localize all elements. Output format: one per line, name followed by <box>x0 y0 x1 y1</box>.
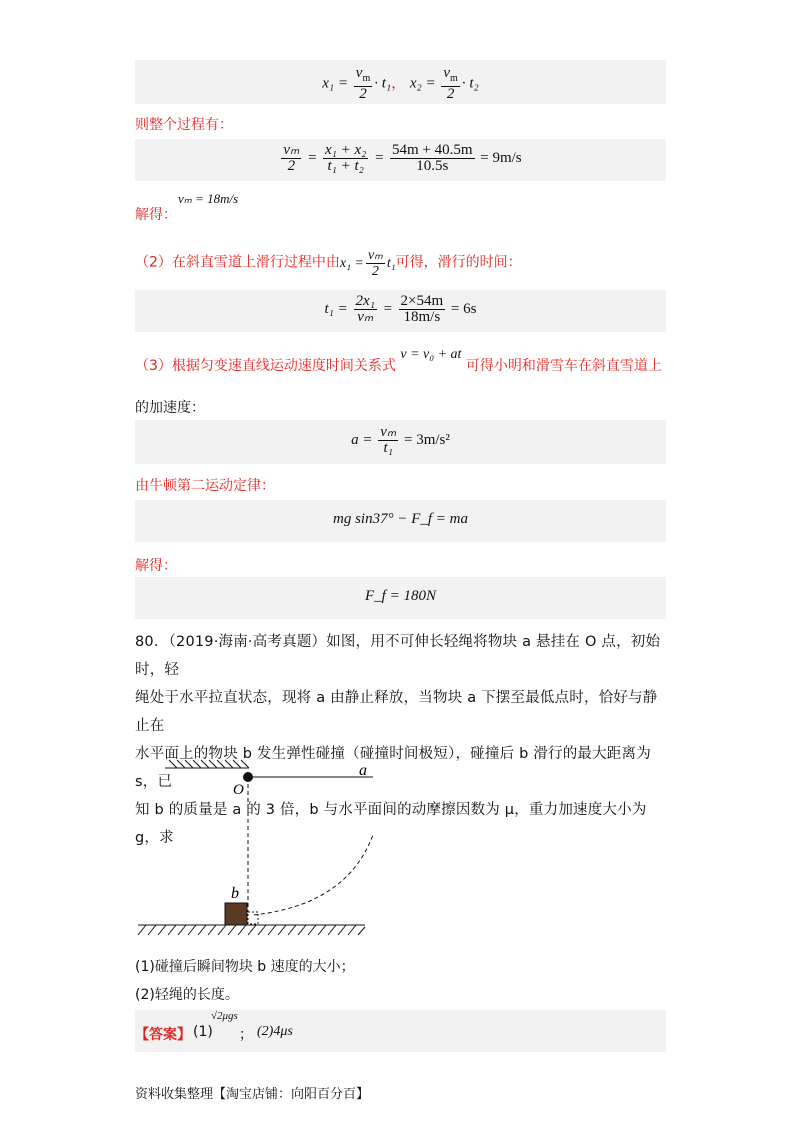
answer-part1: (1) <box>193 1024 213 1040</box>
part3-prefix: （3）根据匀变速直线运动速度时间关系式 <box>135 358 396 374</box>
eq1-frac-a: $\frac{v_m}{2}$ <box>355 65 371 102</box>
eq3-lhs: t₁ = <box>324 300 348 317</box>
eq2-lhs-num: vₘ <box>283 142 300 158</box>
sub-question-2: (2)轻绳的长度。 <box>135 987 239 1003</box>
part2-formula-lhs: x₁ = <box>339 255 364 271</box>
part2-frac-den: 2 <box>371 264 379 279</box>
equation-box-5 <box>135 500 666 542</box>
eq3-f2-den: 18m/s <box>403 309 441 325</box>
part2-line <box>135 248 522 279</box>
equation-acceleration <box>135 425 666 456</box>
equation-box-3 <box>135 290 666 332</box>
pendulum-figure <box>133 757 373 937</box>
ceiling-hatch <box>165 760 249 768</box>
answer-tag: 【答案】 <box>135 1027 191 1043</box>
eq3-frac-1 <box>354 294 377 325</box>
eq2-num-num: 54m + 40.5m <box>391 142 473 158</box>
eq4-lhs: a = <box>351 431 373 448</box>
part3-line2: 的加速度： <box>135 400 205 416</box>
eq2-num-den: 10.5s <box>416 158 449 174</box>
block-a-dashed <box>248 912 258 924</box>
eq2-frac-lhs <box>281 143 301 174</box>
eq3-result: = 6s <box>450 300 477 317</box>
part2-formula-tail: t₁ <box>386 255 396 271</box>
pivot-point <box>243 772 253 782</box>
label-b: b <box>231 885 239 902</box>
eq3-f1-den: vₘ <box>357 309 374 325</box>
newton-label: 由牛顿第二运动定律： <box>135 478 275 494</box>
eq1-t2: · t₂ <box>461 75 479 92</box>
eq4-den: t₁ <box>383 440 393 456</box>
equation-box-1 <box>135 60 666 104</box>
solve1-label: 解得： <box>135 207 177 223</box>
equation-friction: F_f = 180N <box>365 588 436 604</box>
question-text-1: （2019·海南·高考真题）如图，用不可伸长轻绳将物块 a 悬挂在 O 点，初始时，轻 <box>135 634 661 678</box>
solve1-equation: vₘ = 18m/s <box>178 191 239 206</box>
question-line-1 <box>135 628 670 684</box>
eq2-frac-num <box>390 143 475 174</box>
eq1-frac-b: $\frac{v_m}{2}$ <box>443 65 458 102</box>
eq1-x2: x₂ = <box>409 75 440 92</box>
answer-sqrt: √2μgs <box>211 1010 238 1022</box>
swing-arc <box>253 781 373 915</box>
part3-suffix: 可得小明和滑雪车在斜直雪道上 <box>465 358 662 374</box>
eq1-x1: x₁ = <box>322 75 352 92</box>
equation-newton: mg sin37° − F_f = ma <box>333 511 468 527</box>
equation-average-speed: $\frac{\text{vₘ}}{2}$ = $\frac{\text{x₁ + x₂}}{\text{t₁ + t₂}}$ = $\frac{54m + 40.5m}{10.5s}$ = 9m/s <box>283 142 522 174</box>
eq1-den-a: 2 <box>359 86 367 102</box>
part3-formula: v = v₀ + at <box>400 347 462 362</box>
ground-hatch <box>138 925 365 935</box>
answer-part2: (2)4μs <box>257 1024 293 1039</box>
equation-box-4 <box>135 420 666 464</box>
question-line-4: 知 b 的质量是 a 的 3 倍，b 与水平面间的动摩擦因数为 μ，重力加速度大小为 g，求 <box>135 802 647 846</box>
eq3-f1-num: 2x₁ <box>355 293 375 309</box>
footer-text: 资料收集整理【淘宝店铺：向阳百分百】 <box>135 1087 370 1102</box>
eq4-result: = 3m/s² <box>404 431 450 448</box>
part2-prefix: （2）在斜直雪道上滑行过程中由 <box>135 254 340 271</box>
answer-sep: ； <box>239 1027 253 1043</box>
eq2-mid-den: t₁ + t₂ <box>327 158 364 174</box>
equation-box-6 <box>135 577 666 619</box>
question-number: 80． <box>135 634 169 650</box>
part2-suffix: 可得，滑行的时间： <box>395 254 522 271</box>
eq4-num: vₘ <box>380 424 397 440</box>
eq2-result: = 9m/s <box>480 149 522 166</box>
eq3-f2-num: 2×54m <box>400 293 444 309</box>
eq2-lhs-den: 2 <box>287 158 296 174</box>
eq1-comma: ， <box>391 75 407 92</box>
question-line-2: 绳处于水平拉直状态，现将 a 由静止释放，当物块 a 下摆至最低点时，恰好与静止在 <box>135 690 658 734</box>
part2-frac <box>366 248 385 279</box>
equation-x1-x2 <box>135 66 666 102</box>
part2-formula <box>339 248 396 279</box>
eq4-frac <box>378 425 398 456</box>
part2-frac-num: vₘ <box>367 248 383 263</box>
block-b <box>225 903 247 925</box>
equation-box-2 <box>135 139 666 181</box>
eq1-t1: · t₁ <box>374 75 392 92</box>
answer-box <box>135 1010 666 1052</box>
equation-time: t₁ = $\frac{\text{2x₁}}{\text{vₘ}}$ = $\frac{2\times 54m}{18m/s}$ = 6s <box>324 293 477 325</box>
solve2-label: 解得： <box>135 558 177 574</box>
eq2-frac-mid <box>323 143 368 174</box>
part3-line <box>135 347 662 375</box>
eq2-mid-num: x₁ + x₂ <box>324 142 367 158</box>
question-line-3: 水平面上的物块 b 发生弹性碰撞（碰撞时间极短），碰撞后 b 滑行的最大距离为 s，已 <box>135 746 651 790</box>
line-whole-process: 则整个过程有： <box>135 117 233 133</box>
label-O: O <box>233 782 244 798</box>
eq3-frac-2 <box>399 294 446 325</box>
eq1-den-b: 2 <box>446 86 455 102</box>
label-a: a <box>359 762 367 779</box>
sub-question-1: (1)碰撞后瞬间物块 b 速度的大小； <box>135 959 355 975</box>
